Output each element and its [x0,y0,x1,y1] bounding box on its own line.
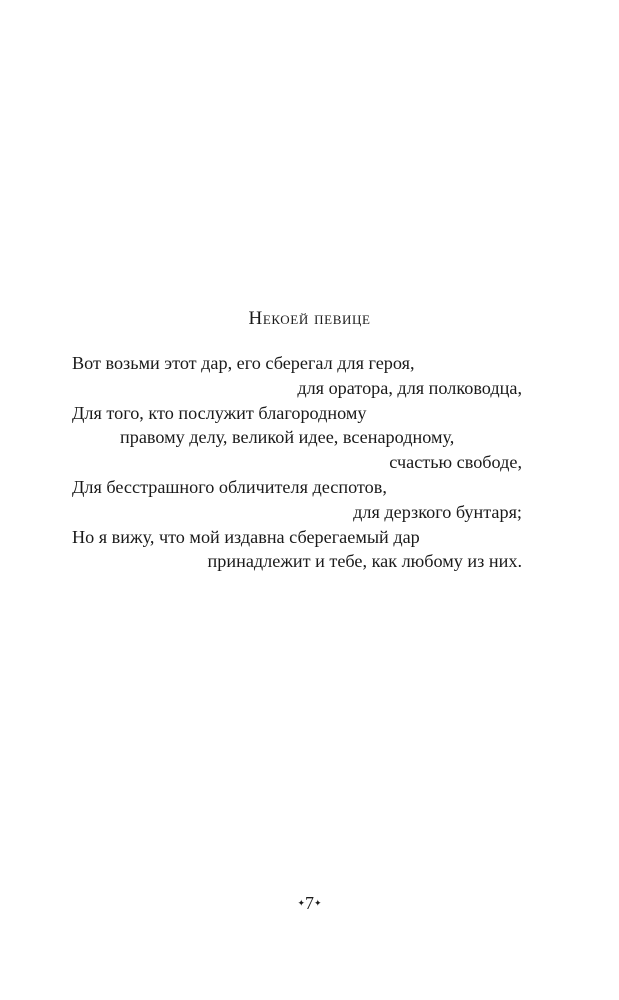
poem-line: счастью свободе, [389,452,522,473]
poem-line: принадлежит и тебе, как любому из них. [207,551,522,572]
poem-line: для дерзкого бунтаря; [353,501,522,522]
poem-line: для оратора, для полководца, [297,377,522,398]
poem-line: Но я вижу, что мой издавна сберегаемый дар [72,526,420,547]
ornament-left-icon: ✦ [297,898,305,909]
poem-body [72,351,522,574]
page-number-value: 7 [305,893,314,913]
page-number [0,893,619,914]
poem-line: Для того, кто послужит благородному [72,402,367,423]
poem-line: Для бесстрашного обличителя деспотов, [72,476,387,497]
poem-line: Вот возьми этот дар, его сберегал для героя, [72,353,415,373]
ornament-right-icon: ✦ [314,898,322,909]
poem-line: правому делу, великой идее, всенародному, [120,427,455,448]
poem-title: Некоей певице [248,308,371,329]
